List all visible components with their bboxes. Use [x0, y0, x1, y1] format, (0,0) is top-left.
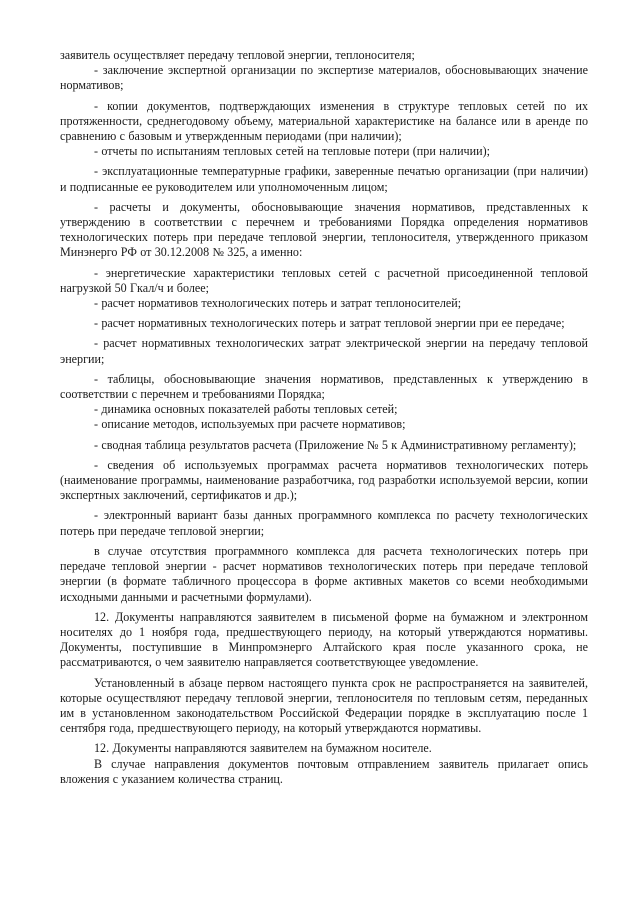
paragraph: - энергетические характеристики тепловых сетей с расчетной присоединенной тепловой нагрузкой 50 Гкал/ч и более; [60, 265, 588, 295]
paragraph: - заключение экспертной организации по экспертизе материалов, обосновывающих значение нормативов; [60, 63, 588, 93]
paragraph: Установленный в абзаце первом настоящего пункта срок не распространяется на заявителей, которые осуществляют передачу тепловой энергии, теплоносителя по тепловым сетям, переданных им в установленном законодательством Российской Федерации порядке в эксплуатацию после 1 сентября года, предшествующего периоду, на который утверждаются нормативы. [60, 675, 588, 736]
paragraph: - эксплуатационные температурные графики, заверенные печатью организации (при наличии) и подписанные ее руководителем или уполномоченным лицом; [60, 164, 588, 194]
paragraph: - электронный вариант базы данных программного комплекса по расчету технологических потерь при передаче тепловой энергии; [60, 508, 588, 538]
paragraph: 12. Документы направляются заявителем в письменой форме на бумажном и электронном носителях до 1 ноября года, предшествующего периоду, на который утверждаются нормативы. Документы, поступившие в Минпромэнерго Алтайского края после указанного срока, не рассматриваются, о чем заявителю направляется соответствующее уведомление. [60, 609, 588, 670]
paragraph: - расчет нормативных технологических затрат электрической энергии на передачу тепловой энергии; [60, 336, 588, 366]
paragraph: - сведения об используемых программах расчета нормативов технологических потерь (наименование программы, наименование разработчика, год разработки используемой версии, копии экспертных заключений, сертификатов и др.); [60, 457, 588, 503]
paragraph: - расчет нормативов технологических потерь и затрат теплоносителей; [94, 296, 462, 311]
paragraph: - сводная таблица результатов расчета (Приложение № 5 к Административному регламенту); [94, 437, 577, 452]
document-body [60, 48, 588, 787]
paragraph: - копии документов, подтверждающих изменения в структуре тепловых сетей по их протяженности, среднегодовому объему, материальной характеристике на балансе или в аренде по сравнению с базовым и утвержденным периодами (при наличии); [60, 98, 588, 144]
paragraph: - отчеты по испытаниям тепловых сетей на тепловые потери (при наличии); [94, 144, 490, 159]
paragraph: - расчеты и документы, обосновывающие значения нормативов, представленных к утверждению в соответствии с перечнем и требованиями Порядка определения нормативов технологических потерь при передаче тепловой энергии, теплоносителя, утвержденного приказом Минэнерго РФ от 30.12.2008 № 325, а именно: [60, 199, 588, 260]
paragraph: - таблицы, обосновывающие значения нормативов, представленных к утверждению в соответствии с перечнем и требованиями Порядка; [60, 371, 588, 402]
paragraph: заявитель осуществляет передачу тепловой энергии, теплоносителя; [60, 48, 415, 62]
paragraph: - описание методов, используемых при расчете нормативов; [94, 417, 406, 432]
paragraph: - расчет нормативных технологических потерь и затрат тепловой энергии при ее передаче; [94, 316, 565, 331]
paragraph: - динамика основных показателей работы тепловых сетей; [94, 402, 398, 417]
paragraph: в случае отсутствия программного комплекса для расчета технологических потерь при передаче тепловой энергии - расчет нормативов технологических потерь при передаче тепловой энергии (в формате табличного процессора в форме активных макетов со всеми необходимыми исходными данными и расчетными формулами). [60, 543, 588, 604]
paragraph: В случае направления документов почтовым отправлением заявитель прилагает опись вложения с указанием количества страниц. [60, 756, 588, 786]
paragraph: 12. Документы направляются заявителем на бумажном носителе. [94, 741, 432, 756]
